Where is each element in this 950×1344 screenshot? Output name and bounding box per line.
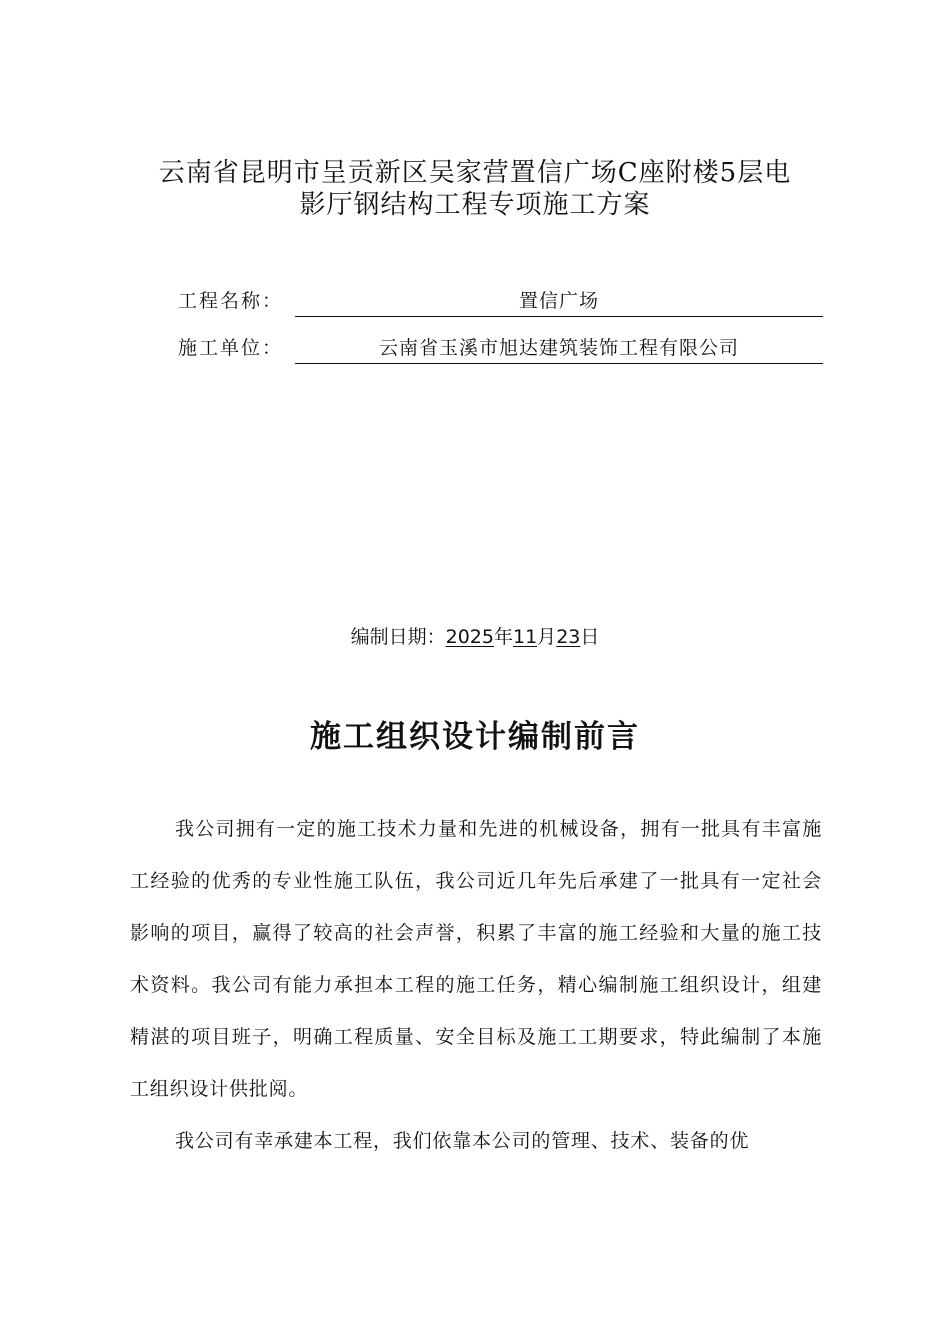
document-title: [90, 157, 860, 221]
construction-unit-row: [178, 333, 823, 363]
compile-date-month: 11: [512, 626, 538, 648]
compile-date-year-unit: 年: [493, 626, 513, 648]
project-name-value: 置信广场: [295, 286, 823, 317]
document-title-line-2: 影厅钢结构工程专项施工方案: [299, 190, 651, 220]
compile-date-day: 23: [556, 626, 581, 648]
compile-date-label: 编制日期：: [350, 626, 446, 648]
section-heading: 施工组织设计编制前言: [310, 719, 640, 755]
document-title-line-1: 云南省昆明市呈贡新区吴家营置信广场C座附楼5层电: [158, 158, 792, 188]
compile-date: [0, 622, 950, 652]
project-name-row: [178, 286, 823, 316]
compile-date-month-unit: 月: [537, 626, 557, 648]
construction-unit-label: 施工单位：: [178, 337, 284, 359]
construction-unit-value: 云南省玉溪市旭达建筑装饰工程有限公司: [295, 333, 823, 364]
preface-paragraph-1: 我公司拥有一定的施工技术力量和先进的机械设备，拥有一批具有丰富施工经验的优秀的专业性施工队伍，我公司近几年先后承建了一批具有一定社会影响的项目，赢得了较高的社会声誉，积累了丰富的施工经验和大量的施工技术资料。我公司有能力承担本工程的施工任务，精心编制施工组织设计，组建精湛的项目班子，明确工程质量、安全目标及施工工期要求，特此编制了本施工组织设计供批阅。: [130, 818, 822, 1100]
project-name-label: 工程名称：: [178, 290, 284, 312]
compile-date-day-unit: 日: [580, 626, 600, 648]
preface-paragraph-2: 我公司有幸承建本工程，我们依靠本公司的管理、技术、装备的优: [175, 1130, 750, 1152]
compile-date-year: 2025: [445, 626, 494, 648]
